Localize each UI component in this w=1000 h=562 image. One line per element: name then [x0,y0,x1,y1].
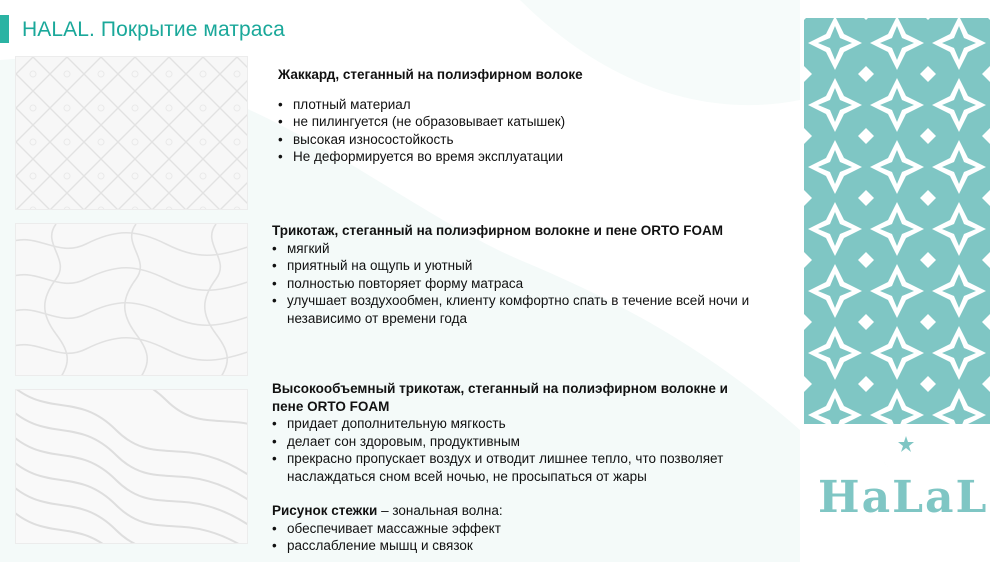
bullet-list [272,415,792,485]
section-heading-line2: пене ORTO FOAM [272,398,390,414]
list-item: • полностью повторяет форму матраса [272,275,792,293]
section-heading-line1: Высокообъемный трикотаж, стеганный на полиэфирном волокне и [272,381,728,396]
list-item: • мягкий [272,240,792,258]
list-item: • не пилингуется (не образовывает катышек) [278,113,778,131]
stitch-label: Рисунок стежки [272,503,378,518]
islamic-ornament-panel [804,12,990,424]
halal-logo-text: HaLaL [818,472,989,523]
bullet-list [278,96,778,166]
section-jacquard [278,66,778,166]
list-item: • расслабление мышц и связок [272,537,792,555]
list-item: • Не деформируется во время эксплуатации [278,148,778,166]
wave-fabric-image [15,389,248,544]
knit-fabric-image [15,223,248,376]
section-high-volume-knit [272,380,792,555]
halal-logo [808,420,988,540]
stitch-text: – зональная волна: [377,503,503,518]
list-item: • придает дополнительную мягкость [272,415,792,433]
list-item: • улучшает воздухообмен, клиенту комфортно спать в течение всей ночи и независимо от времени года [272,292,792,327]
bullet-list [272,240,792,328]
list-item: • прекрасно пропускает воздух и отводит лишнее тепло, что позволяет наслаждаться сном всей ночью, не просыпаться от жары [272,450,792,485]
jacquard-fabric-image [15,56,248,210]
section-knit [272,222,792,327]
list-item: • плотный материал [278,96,778,114]
list-item: • приятный на ощупь и уютный [272,257,792,275]
section-heading: Жаккард, стеганный на полиэфирном волоке [278,67,583,82]
list-item: • делает сон здоровым, продуктивным [272,433,792,451]
page-title: HALAL. Покрытие матраса [22,18,285,41]
stitch-bullet-list [272,520,792,555]
list-item: • высокая износостойкость [278,131,778,149]
title-accent-bar [0,15,9,43]
stitch-pattern-line [272,502,792,520]
list-item: • обеспечивает массажные эффект [272,520,792,538]
section-heading: Трикотаж, стеганный на полиэфирном волокне и пене ORTO FOAM [272,223,723,238]
